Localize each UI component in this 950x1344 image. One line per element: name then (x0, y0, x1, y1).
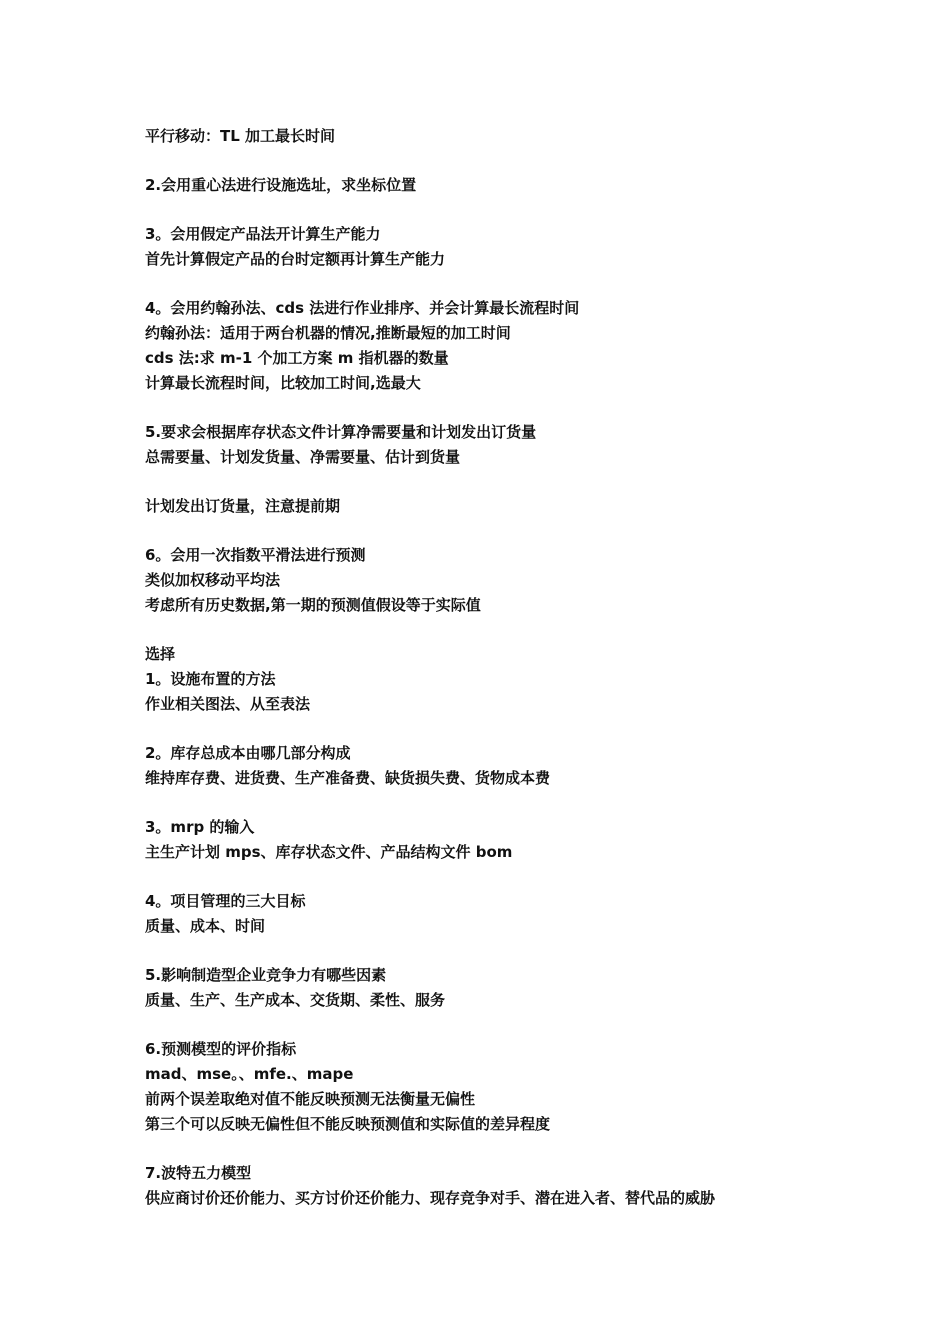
text-line: 3。mrp 的输入 (145, 818, 255, 836)
text-line: 3。会用假定产品法开计算生产能力 (145, 225, 381, 243)
paragraph-gap (145, 791, 905, 815)
text-line: 5.影响制造型企业竞争力有哪些因素 (145, 966, 387, 984)
document-body (145, 124, 905, 1211)
text-line: 计划发出订货量，注意提前期 (145, 497, 341, 515)
text-line: 前两个误差取绝对值不能反映预测无法衡量无偏性 (145, 1090, 476, 1108)
paragraph-gap (145, 618, 905, 642)
paragraph-gap (145, 396, 905, 420)
paragraph-gap (145, 939, 905, 963)
text-line: 总需要量、计划发货量、净需要量、估计到货量 (145, 448, 461, 466)
text-line: 2.会用重心法进行设施选址，求坐标位置 (145, 176, 417, 194)
section-heading: 选择 (145, 645, 176, 663)
text-line: 约翰孙法：适用于两台机器的情况,推断最短的加工时间 (145, 324, 511, 342)
text-line: 首先计算假定产品的台时定额再计算生产能力 (145, 250, 446, 268)
text-line: 6.预测模型的评价指标 (145, 1040, 297, 1058)
paragraph-gap (145, 717, 905, 741)
text-line: 质量、成本、时间 (145, 917, 266, 935)
text-line: 5.要求会根据库存状态文件计算净需要量和计划发出订货量 (145, 423, 537, 441)
text-line: 第三个可以反映无偏性但不能反映预测值和实际值的差异程度 (145, 1115, 551, 1133)
paragraph-gap (145, 1013, 905, 1037)
paragraph-gap (145, 272, 905, 296)
paragraph-gap (145, 519, 905, 543)
text-line: 供应商讨价还价能力、买方讨价还价能力、现存竞争对手、潜在进入者、替代品的威胁 (145, 1189, 716, 1207)
text-line: cds 法:求 m-1 个加工方案 m 指机器的数量 (145, 349, 449, 367)
text-line: 维持库存费、进货费、生产准备费、缺货损失费、货物成本费 (145, 769, 551, 787)
text-line: 计算最长流程时间，比较加工时间,选最大 (145, 374, 421, 392)
paragraph-gap (145, 198, 905, 222)
text-line: 1。设施布置的方法 (145, 670, 276, 688)
text-line: 4。项目管理的三大目标 (145, 892, 306, 910)
paragraph-gap (145, 470, 905, 494)
text-line: 6。会用一次指数平滑法进行预测 (145, 546, 366, 564)
text-line: 类似加权移动平均法 (145, 571, 281, 589)
text-line: 7.波特五力模型 (145, 1164, 252, 1182)
text-line: 4。会用约翰孙法、cds 法进行作业排序、并会计算最长流程时间 (145, 299, 580, 317)
paragraph-gap (145, 865, 905, 889)
text-line: 质量、生产、生产成本、交货期、柔性、服务 (145, 991, 446, 1009)
text-line: 考虑所有历史数据,第一期的预测值假设等于实际值 (145, 596, 481, 614)
paragraph-gap (145, 1137, 905, 1161)
text-line: 作业相关图法、从至表法 (145, 695, 311, 713)
text-line: mad、mse。、mfe.、mape (145, 1065, 354, 1083)
text-line: 主生产计划 mps、库存状态文件、产品结构文件 bom (145, 843, 513, 861)
text-line: 2。库存总成本由哪几部分构成 (145, 744, 351, 762)
text-line: 平行移动：TL 加工最长时间 (145, 127, 336, 145)
paragraph-gap (145, 149, 905, 173)
